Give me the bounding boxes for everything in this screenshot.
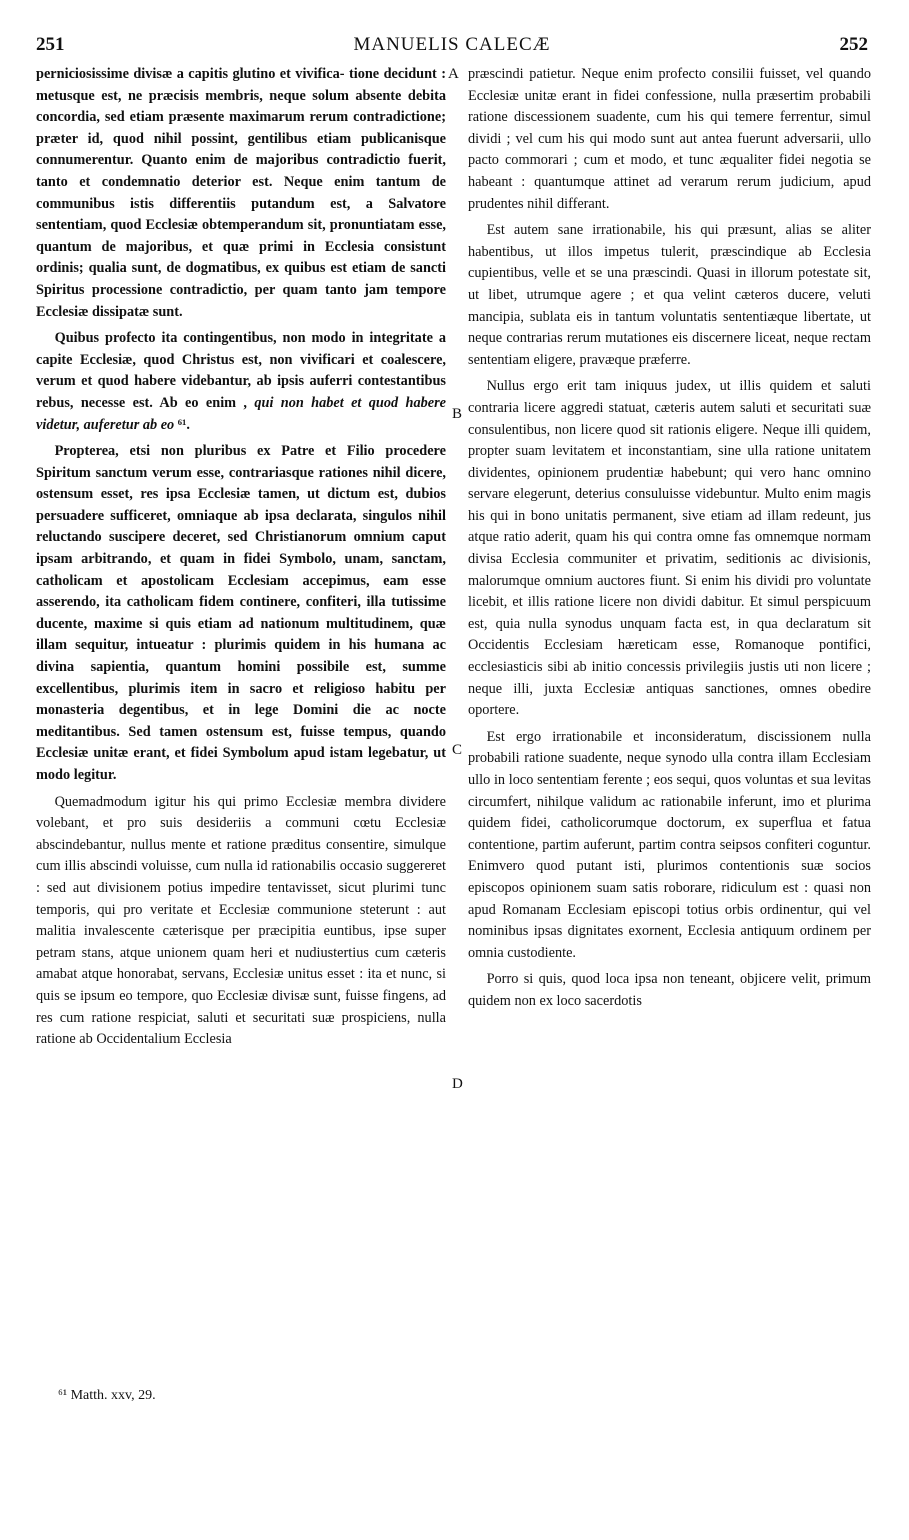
right-column xyxy=(468,64,871,1013)
section-marker-c: C xyxy=(452,742,463,758)
right-page-number: 252 xyxy=(839,34,868,55)
paragraph xyxy=(36,328,446,436)
paragraph: Nullus ergo erit tam iniquus judex, ut illis quidem et saluti contraria licere aggredi statuat, cæteris autem saluti et securitati suæ consulentibus, non licere quod sit rationis eligere. Neque illi quidem, propter suam levitatem et inconstantiam, sine ulla ratione unitatem dividentes, opinionem prudentiæ habebunt; qui vero hanc omnino servare elegerunt, deterius consuluisse videbuntur. Multo enim magis his qui in bono unitatis permanent, sive etiam ad illam redeunt, jus atque ratio aderit, quam his qui contra omne fas omnemque normam divisa Ecclesia communiter et privatim, seditionis ac divisionis, malorumque omnium auctores fiunt. Si enim his dividi pro voluntate licebit, et illis ratione licere non dividi dabitur. Et simul perspicuum est, quia nulla synodus unquam facta est, in qua declaratum sit Occidentis Ecclesiam hæreticam esse, Romanoque pontifici, ecclesiasticis sibi ab initio concessis privilegiis justis uti non licere ; neque illi, juxta Ecclesiæ antiquas sanctiones, omnes obedire oportere. xyxy=(468,378,871,719)
paragraph: Porro si quis, quod loca ipsa non teneant, objicere velit, primum quidem non ex loco sacerdotis xyxy=(468,971,871,1009)
running-title: MANUELIS CALECÆ xyxy=(353,34,551,55)
paragraph: Quemadmodum igitur his qui primo Ecclesiæ membra dividere volebant, et pro suis desideriis a communi cœtu Ecclesiæ abscindebantur, nullus mente et ratione præditus consentire, simulque cum illis abscindi voluisse, cum nulla id rationabilis occasio suggereret : sed aut divisionem potius impedire tentavisset, sicut plurimi tunc temporis, qui pro veritate et Ecclesiæ communione steterunt : aut malitia invalescente cæterisque per præcipitia euntibus, ipse super petram stans, atque unionem quam heri et nudiustertius cum cæteris amabat atque honorabat, servans, Ecclesiæ unitus esset : ita et nunc, si quis se ipsum eo tempore, quo Ecclesiæ divisæ sunt, fuisse fingens, ad res cum ratione respiciat, saluti et securitati suæ prospiciens, nulla ratione ab Occidentalium Ecclesia xyxy=(36,793,446,1048)
paragraph: Est autem sane irrationabile, his qui præsunt, alias se aliter habentibus, ut illos impetus tulerit, præscindique ab Ecclesia cupientibus, velle et se una præscindi. Quasi in illorum potestate sit, ut libet, utrumque agere ; et qua velint cæteros ducere, veluti mancipia, sublata eis in tantum voluntatis sententiæque libertate, ut neque contrarias rerum mutationes eis discernere liceat, neque rectam sententiam eligere, pravæque præferre. xyxy=(468,222,871,368)
left-page-number: 251 xyxy=(36,34,65,55)
footnote-ref: ⁶¹. xyxy=(174,416,190,433)
footnote: ⁶¹ Matth. xxv, 29. xyxy=(58,1388,156,1403)
paragraph-text: Quibus profecto ita contingentibus, non modo in integritate a capite Ecclesiæ, quod Christus est, non vivificari et coalescere, verum et quod habere videbantur, ab ipsis auferri contestantibus rebus, necesse est. Ab eo enim , xyxy=(36,330,446,411)
left-column xyxy=(36,64,446,1051)
section-marker-a: A xyxy=(448,66,459,82)
running-header xyxy=(36,34,868,60)
paragraph: Est ergo irrationabile et inconsideratum, discissionem nulla probabili ratione suadente, neque synodo ulla contra illam Ecclesiam ullo in loco sententiam ferente ; eos sequi, quos voluntas et sua levitas circumfert, nihilque validum ac rationabile inferunt, imo et plurima quidem fidei, catholicorumque doctorum, ex superflua et fatua contentione, partim auferunt, partim contra seipsos confiteri coguntur. Enimvero quod putant isti, plurimos contentionis suæ socios episcopos opinionem suam satis roborare, ridiculum est : quasi non apud Romanam Ecclesiam episcopi totius orbis ordinentur, qui vel nominibus ipsas dignitates exornent, Ecclesia antiquum ordinem per omnia custodiente. xyxy=(468,728,871,961)
paragraph: Propterea, etsi non pluribus ex Patre et Filio procedere Spiritum sanctum verum esse, contrariasque rationes nihil dicere, ostensum esset, res ipsa Ecclesiæ tamen, ut dictum est, dubios persuadere sufficeret, omniaque ab ipsa declarata, singulos nihil reluctando suscipere deceret, sed Christianorum omnium caput ipsam arbitrando, et quam in fidei Symbolo, unam, sanctam, catholicam et apostolicam Ecclesiam accepimus, eam esse asserendo, ita catholicam fidem continere, confiteri, illa tutissime ducente, maxime si quis etiam ad nationum multitudinem, quæ illam sequitur, intueatur : plurimis quidem in his humana ac divina sapientia, quantum homini possibile est, summe excellentibus, plurimis item in sacro et religioso habitu per monasteria degentibus, et in lege Domini die ac nocte meditantibus. Sed tamen ostensum est, fuisse tempus, quando Ecclesiæ unitæ erant, et fidei Symbolum apud istam legebatur, ut modo legitur. xyxy=(36,443,446,783)
paragraph: perniciosissime divisæ a capitis glutino et vivifica- tione decidunt : metusque est, ne præcisis membris, neque solum absente debita concordia, sed etiam præsente maximarum rerum contradictione; præter id, quod nihil possint, gentilibus etiam publicanisque connumerentur. Quanto enim de majoribus contradictio fuerit, tanto et condemnatio deterior est. Neque enim tantum de communibus istis differentiis putandum est, a Salvatore sententiam, quod Ecclesiæ obtemperandum sit, pronuntiatam esse, quantum de majoribus, et quæ primi in Ecclesia consistunt ordinis; qualia sunt, de dogmatibus, ex quibus est etiam de sancti Spiritus processione contradictio, per quam tanto jam tempore Ecclesiæ dissipatæ sunt. xyxy=(36,66,446,320)
section-marker-b: B xyxy=(452,406,463,422)
section-marker-d: D xyxy=(452,1076,463,1092)
scripture-quote: qui non habet et quod habere videtur, auferetur ab eo xyxy=(36,394,447,433)
paragraph: præscindi patietur. Neque enim profecto consilii fuisset, vel quando Ecclesiæ unitæ erant in fidei confessione, nulla præsertim probabili ratione discessionem suadente, cum his qui temere ferrentur, simul dividi ; vel cum his qui modo sunt aut antea fuerunt adversarii, ullo pacto commorari ; cum et modo, et tunc æqualiter fidei negotia se habeant : quantumque attinet ad verarum rerum judicium, apud prudentes nihil differant. xyxy=(468,66,871,212)
